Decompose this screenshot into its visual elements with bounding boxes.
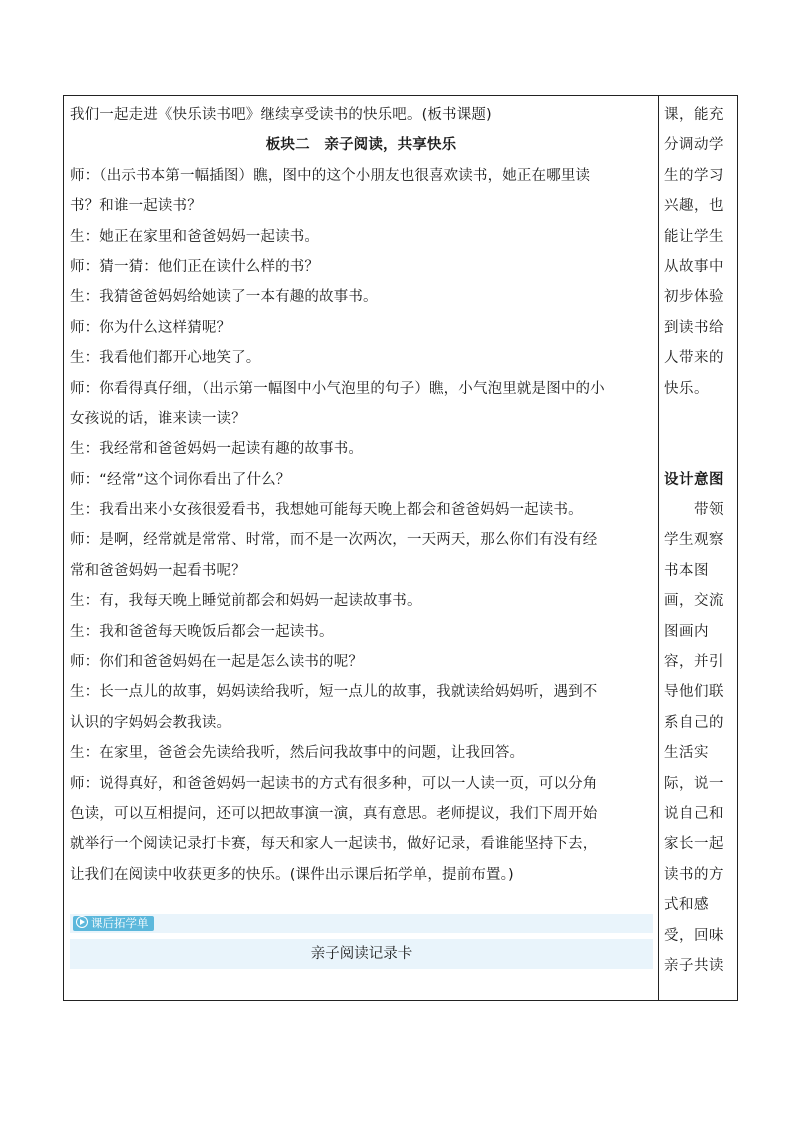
reading-record-card-title: 亲子阅读记录卡 bbox=[70, 939, 653, 969]
text-line: 生：我看他们都开心地笑了。 bbox=[70, 350, 261, 367]
text-line: 让我们在阅读中收获更多的快乐。(课件出示课后拓学单，提前布置。) bbox=[70, 866, 514, 883]
note-line: 初步体验 bbox=[664, 289, 724, 306]
note-line: 生的学习 bbox=[664, 167, 724, 184]
note-line: 系自己的 bbox=[664, 714, 724, 731]
note-line: 到读书给 bbox=[664, 319, 724, 336]
homework-tag bbox=[73, 916, 154, 931]
text-line: 我们一起走进《快乐读书吧》继续享受读书的快乐吧。(板书课题) bbox=[70, 107, 492, 123]
text-line: 师：“经常”这个词你看出了什么？ bbox=[70, 471, 291, 488]
lesson-content bbox=[70, 100, 652, 890]
text-line: 师：你看得真仔细，（出示第一幅图中小气泡里的句子）瞧，小气泡里就是图中的小 bbox=[70, 380, 605, 397]
text-line: 师：是啊，经常就是常常、时常，而不是一次两次，一天两天，那么你们有没有经 bbox=[70, 532, 598, 549]
note-line: 际，说一 bbox=[664, 775, 724, 792]
note-line: 导他们联 bbox=[664, 684, 724, 701]
text-line: 生：我和爸爸每天晚饭后都会一起读书。 bbox=[70, 623, 334, 640]
text-line: 生：我看出来小女孩很爱看书，我想她可能每天晚上都会和爸爸妈妈一起读书。 bbox=[70, 502, 583, 519]
text-line: 生：有，我每天晚上睡觉前都会和妈妈一起读故事书。 bbox=[70, 593, 422, 610]
note-line: 兴趣，也 bbox=[664, 198, 724, 215]
note-line: 课，能充 bbox=[664, 107, 724, 123]
note-line: 亲子共读 bbox=[664, 957, 724, 974]
note-line: 从故事中 bbox=[664, 258, 724, 275]
note-line: 式和感 bbox=[664, 897, 709, 914]
text-line: 师：猜一猜：他们正在读什么样的书？ bbox=[70, 258, 320, 275]
section-heading: 板块二 亲子阅读，共享快乐 bbox=[265, 137, 457, 154]
note-line: 能让学生 bbox=[664, 228, 724, 245]
text-line: 书？和谁一起读书？ bbox=[70, 198, 202, 215]
homework-banner bbox=[70, 914, 653, 933]
note-line: 人带来的 bbox=[664, 350, 724, 367]
note-line: 画，交流 bbox=[664, 593, 724, 610]
note-line: 快乐。 bbox=[664, 380, 709, 397]
text-line: 师：你们和爸爸妈妈在一起是怎么读书的呢？ bbox=[70, 654, 363, 671]
text-line: 师：说得真好，和爸爸妈妈一起读书的方式有很多种，可以一人读一页，可以分角 bbox=[70, 775, 598, 792]
note-line: 受，回味 bbox=[664, 927, 724, 944]
design-intent-heading: 设计意图 bbox=[664, 471, 724, 488]
text-line: 生：我猜爸爸妈妈给她读了一本有趣的故事书。 bbox=[70, 289, 378, 306]
note-line: 学生观察 bbox=[664, 532, 724, 549]
text-line: 生：她正在家里和爸爸妈妈一起读书。 bbox=[70, 228, 320, 245]
note-line: 说自己和 bbox=[664, 805, 724, 822]
note-line: 生活实 bbox=[664, 745, 709, 762]
lesson-table bbox=[63, 95, 738, 1001]
text-line: 就举行一个阅读记录打卡赛，每天和家人一起读书，做好记录，看谁能坚持下去， bbox=[70, 836, 598, 853]
text-line: 生：我经常和爸爸妈妈一起读有趣的故事书。 bbox=[70, 441, 363, 458]
text-line: 认识的字妈妈会教我读。 bbox=[70, 714, 232, 731]
text-line: 色读，可以互相提问，还可以把故事演一演，真有意思。老师提议，我们下周开始 bbox=[70, 805, 598, 822]
homework-tag-label: 课后拓学单 bbox=[91, 916, 149, 930]
note-line: 带领 bbox=[694, 502, 724, 519]
note-line: 书本图 bbox=[664, 562, 709, 579]
note-spacer bbox=[664, 434, 734, 464]
note-line: 容，并引 bbox=[664, 654, 724, 671]
note-spacer bbox=[664, 404, 734, 434]
play-icon bbox=[76, 916, 88, 928]
text-line: 生：长一点儿的故事，妈妈读给我听，短一点儿的故事，我就读给妈妈听，遇到不 bbox=[70, 684, 598, 701]
text-line: 师：（出示书本第一幅插图）瞧，图中的这个小朋友也很喜欢读书，她正在哪里读 bbox=[70, 167, 591, 184]
note-line: 家长一起 bbox=[664, 836, 724, 853]
design-notes-column bbox=[664, 100, 734, 981]
note-line: 图画内 bbox=[664, 623, 709, 640]
text-line: 常和爸爸妈妈一起看书呢？ bbox=[70, 562, 246, 579]
note-line: 分调动学 bbox=[664, 137, 724, 154]
column-divider bbox=[658, 96, 659, 1000]
text-line: 女孩说的话，谁来读一读？ bbox=[70, 410, 246, 427]
text-line: 生：在家里，爸爸会先读给我听，然后问我故事中的问题，让我回答。 bbox=[70, 745, 525, 762]
note-line: 读书的方 bbox=[664, 866, 724, 883]
text-line: 师：你为什么这样猜呢？ bbox=[70, 319, 232, 336]
